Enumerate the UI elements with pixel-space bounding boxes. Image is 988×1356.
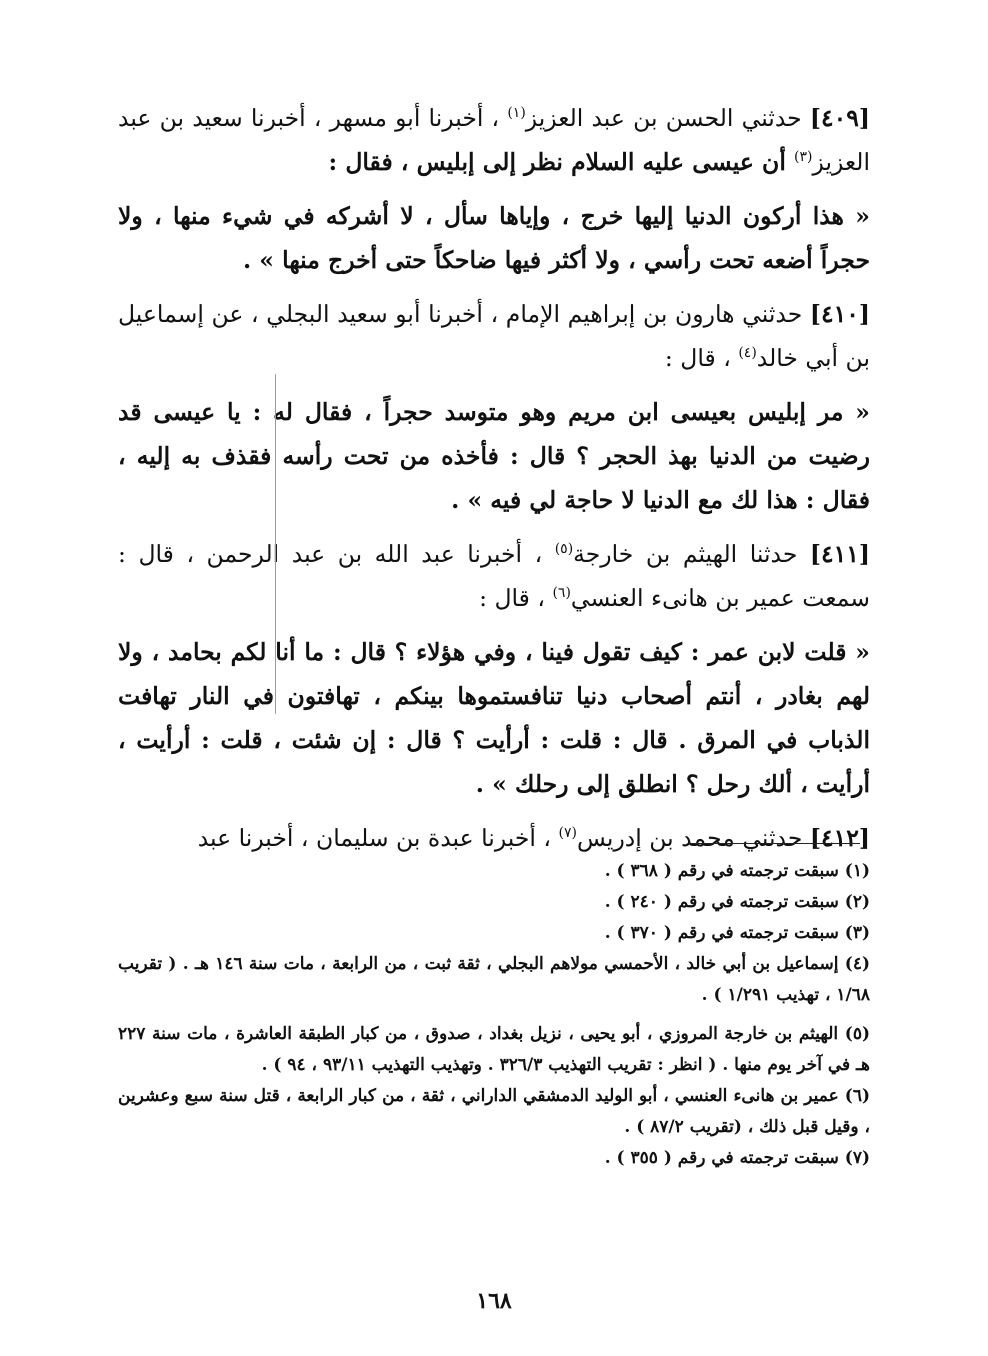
hadith-411-isnad [118, 532, 870, 620]
footnote-3: (٣) سبقت ترجمته في رقم ( ٣٧٠ ) . [604, 923, 870, 943]
hadith-411-matn: « قلت لابن عمر : كيف تقول فينا ، وفي هؤلاء ؟ قال : ما أنا لكم بحامد ، ولا لهم بغادر ، أنتم أصحاب دنيا تنافستموها بينكم ، تهافتون في النار تهافت الذباب في المرق . قال : قلت : أرأيت ؟ قال : إن شئت ، قلت : أرأيت ، أرأيت ، ألك رحل ؟ انطلق إلى رحلك » . [118, 638, 870, 798]
footnote-separator [690, 843, 860, 844]
hadith-410-isnad [118, 292, 870, 380]
hadith-number: [٤١١] [809, 540, 870, 568]
page-number: ١٦٨ [476, 1288, 512, 1314]
isnad-text: حدثنا الهيثم بن خارجة [573, 540, 810, 568]
footnote-marker: (٤) [738, 345, 757, 362]
footnote-4: (٤) إسماعيل بن أبي خالد ، الأحمسي مولاهم البجلي ، ثقة ثبت ، من الرابعة ، مات سنة ١٤٦ هـ . ( تقريب ١/٦٨ ، تهذيب ١/٢٩١ ) . [118, 954, 870, 1005]
footnote-marker: (٣) [794, 149, 813, 166]
footnote-marker: (٥) [554, 541, 574, 558]
footnote-marker: (١) [507, 105, 526, 122]
footnote-marker: (٦) [552, 585, 571, 602]
footnote-5: (٥) الهيثم بن خارجة المروزي ، أبو يحيى ، نزيل بغداد ، صدوق ، من كبار الطبقة العاشرة ، مات سنة ٢٢٧ هـ في آخر يوم منها . ( انظر : تقريب التهذيب ٣٢٦/٣ . وتهذيب التهذيب ٩٣/١١ ، ٩٤ ) . [118, 1024, 870, 1075]
isnad-text: ، أخبرنا أبو مسهر ، أخبرنا سعيد بن عبد العزيز [118, 104, 870, 176]
scan-margin-line [275, 374, 276, 714]
isnad-text: ، قال : [479, 584, 553, 612]
isnad-text: ، أخبرنا عبد الله بن عبد الرحمن ، قال : سمعت عمير بن هانىء العنسي [118, 540, 870, 612]
hadith-number: [٤١٠] [809, 300, 870, 328]
hadith-409-matn: « هذا أركون الدنيا إليها خرج ، وإياها سأل ، لا أشركه في شيء منها ، ولا حجراً أضعه تحت رأسي ، ولا أكثر فيها ضاحكاً حتى أخرج منها » . [118, 202, 870, 274]
hadith-number: [٤٠٩] [809, 104, 870, 132]
footnote-1: (١) سبقت ترجمته في رقم ( ٣٦٨ ) . [604, 861, 870, 881]
isnad-text: ، أخبرنا عبدة بن سليمان ، أخبرنا عبد [197, 824, 559, 852]
isnad-text: حدثني محمد بن إدريس [576, 824, 810, 852]
isnad-text: حدثني هارون بن إبراهيم الإمام ، أخبرنا أبو سعيد البجلي ، عن إسماعيل بن أبي خالد [118, 300, 870, 372]
hadith-412-isnad [118, 816, 870, 860]
isnad-text: حدثني الحسن بن عبد العزيز [525, 104, 810, 132]
isnad-text: ، قال : [664, 344, 739, 372]
hadith-410-matn: « مر إبليس بعيسى ابن مريم وهو متوسد حجراً ، فقال له : يا عيسى قد رضيت من الدنيا بهذ الحجر ؟ قال : فأخذه من تحت رأسه فقذف به إليه ، فقال : هذا لك مع الدنيا لا حاجة لي فيه » . [118, 398, 870, 514]
footnote-7: (٧) سبقت ترجمته في رقم ( ٣٥٥ ) . [604, 1148, 870, 1168]
footnote-marker: (٧) [558, 825, 577, 842]
hadith-409-isnad [118, 96, 870, 184]
footnote-6: (٦) عمير بن هانىء العنسي ، أبو الوليد الدمشقي الداراني ، ثقة ، من كبار الرابعة ، قتل سنة سبع وعشرين ، وقيل قبل ذلك ، (تقريب ٨٧/٢ ) . [118, 1086, 870, 1137]
main-text [118, 96, 870, 870]
footnote-2: (٢) سبقت ترجمته في رقم ( ٢٤٠ ) . [604, 892, 870, 912]
footnotes [118, 856, 870, 1174]
hadith-number: [٤١٢] [809, 824, 870, 852]
isnad-text: أن عيسى عليه السلام نظر إلى إبليس ، فقال : [328, 148, 795, 176]
